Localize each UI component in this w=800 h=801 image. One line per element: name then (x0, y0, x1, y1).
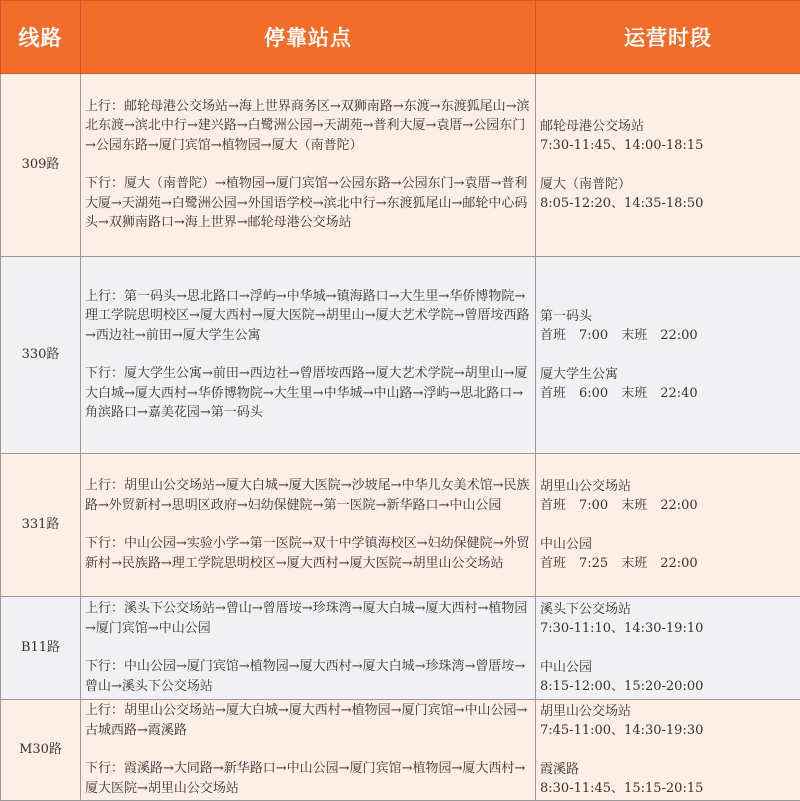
down-time: 首班 6:00 末班 22:40 (540, 384, 796, 404)
route-name: 331路 (1, 454, 81, 597)
down-stops: 下行：中山公园→厦门宾馆→植物园→厦大西村→厦大白城→珍珠湾→曾厝垵→曾山→溪头下公交场站 (85, 657, 531, 696)
down-stops: 下行：霞溪路→大同路→新华路口→中山公园→厦门宾馆→植物园→厦大西村→厦大医院→胡里山公交场站 (85, 759, 531, 798)
route-hours (536, 597, 800, 700)
route-stops (81, 454, 536, 597)
header-route: 线路 (1, 1, 81, 74)
route-hours (536, 257, 800, 454)
table-row (1, 700, 800, 801)
up-origin: 胡里山公交场站 (540, 477, 796, 497)
route-stops (81, 74, 536, 257)
down-time: 8:30-11:45、15:15-20:15 (540, 779, 796, 799)
up-stops: 上行：邮轮母港公交场站→海上世界商务区→双狮南路→东渡→东渡狐尾山→滨北东渡→滨北中行→建兴路→白鹭洲公园→天湖苑→普利大厦→袁厝→公园东门→公园东路→厦门宾馆→植物园→厦大（南普陀） (85, 97, 531, 156)
up-origin: 胡里山公交场站 (540, 702, 796, 722)
up-stops: 上行：溪头下公交场站→曾山→曾厝垵→珍珠湾→厦大白城→厦大西村→植物园→厦门宾馆→中山公园 (85, 599, 531, 638)
table-header (1, 1, 800, 74)
route-name: 309路 (1, 74, 81, 257)
up-stops: 上行：胡里山公交场站→厦大白城→厦大西村→植物园→厦门宾馆→中山公园→古城西路→霞溪路 (85, 701, 531, 740)
route-hours (536, 700, 800, 801)
table-row (1, 597, 800, 700)
route-name: 330路 (1, 257, 81, 454)
down-stops: 下行：厦大（南普陀）→植物园→厦门宾馆→公园东路→公园东门→袁厝→普利大厦→天湖苑→白鹭洲公园→外国语学校→滨北中行→东渡狐尾山→邮轮中心码头→双狮南路口→海上世界→邮轮母港公交场站 (85, 174, 531, 233)
route-hours (536, 454, 800, 597)
up-origin: 第一码头 (540, 307, 796, 327)
route-hours (536, 74, 800, 257)
route-stops (81, 597, 536, 700)
up-stops: 上行：第一码头→思北路口→浮屿→中华城→镇海路口→大生里→华侨博物院→理工学院思明校区→厦大西村→厦大医院→胡里山→厦大艺术学院→曾厝垵西路→西边社→前田→厦大学生公寓 (85, 287, 531, 346)
down-time: 8:15-12:00、15:20-20:00 (540, 677, 796, 697)
down-time: 首班 7:25 末班 22:00 (540, 554, 796, 574)
route-stops (81, 700, 536, 801)
route-name: B11路 (1, 597, 81, 700)
up-time: 首班 7:00 末班 22:00 (540, 496, 796, 516)
down-origin: 霞溪路 (540, 760, 796, 780)
down-origin: 中山公园 (540, 535, 796, 555)
up-time: 首班 7:00 末班 22:00 (540, 326, 796, 346)
down-origin: 厦大学生公寓 (540, 365, 796, 385)
up-origin: 溪头下公交场站 (540, 600, 796, 620)
down-time: 8:05-12:20、14:35-18:50 (540, 194, 796, 214)
down-stops: 下行：中山公园→实验小学→第一医院→双十中学镇海校区→妇幼保健院→外贸新村→民族路→理工学院思明校区→厦大西村→厦大医院→胡里山公交场站 (85, 534, 531, 573)
up-origin: 邮轮母港公交场站 (540, 117, 796, 137)
up-time: 7:45-11:00、14:30-19:30 (540, 721, 796, 741)
header-stops: 停靠站点 (81, 1, 536, 74)
route-stops (81, 257, 536, 454)
up-time: 7:30-11:45、14:00-18:15 (540, 136, 796, 156)
up-stops: 上行：胡里山公交场站→厦大白城→厦大医院→沙坡尾→中华儿女美术馆→民族路→外贸新村→思明区政府→妇幼保健院→第一医院→新华路口→中山公园 (85, 476, 531, 515)
table-row (1, 74, 800, 257)
table-row (1, 454, 800, 597)
route-name: M30路 (1, 700, 81, 801)
down-stops: 下行：厦大学生公寓→前田→西边社→曾厝垵西路→厦大艺术学院→胡里山→厦大白城→厦大西村→华侨博物院→大生里→中华城→中山路→浮屿→思北路口→角滨路口→嘉美花园→第一码头 (85, 364, 531, 423)
down-origin: 中山公园 (540, 658, 796, 678)
header-hours: 运营时段 (536, 1, 800, 74)
down-origin: 厦大（南普陀） (540, 175, 796, 195)
up-time: 7:30-11:10、14:30-19:10 (540, 619, 796, 639)
table-row (1, 257, 800, 454)
